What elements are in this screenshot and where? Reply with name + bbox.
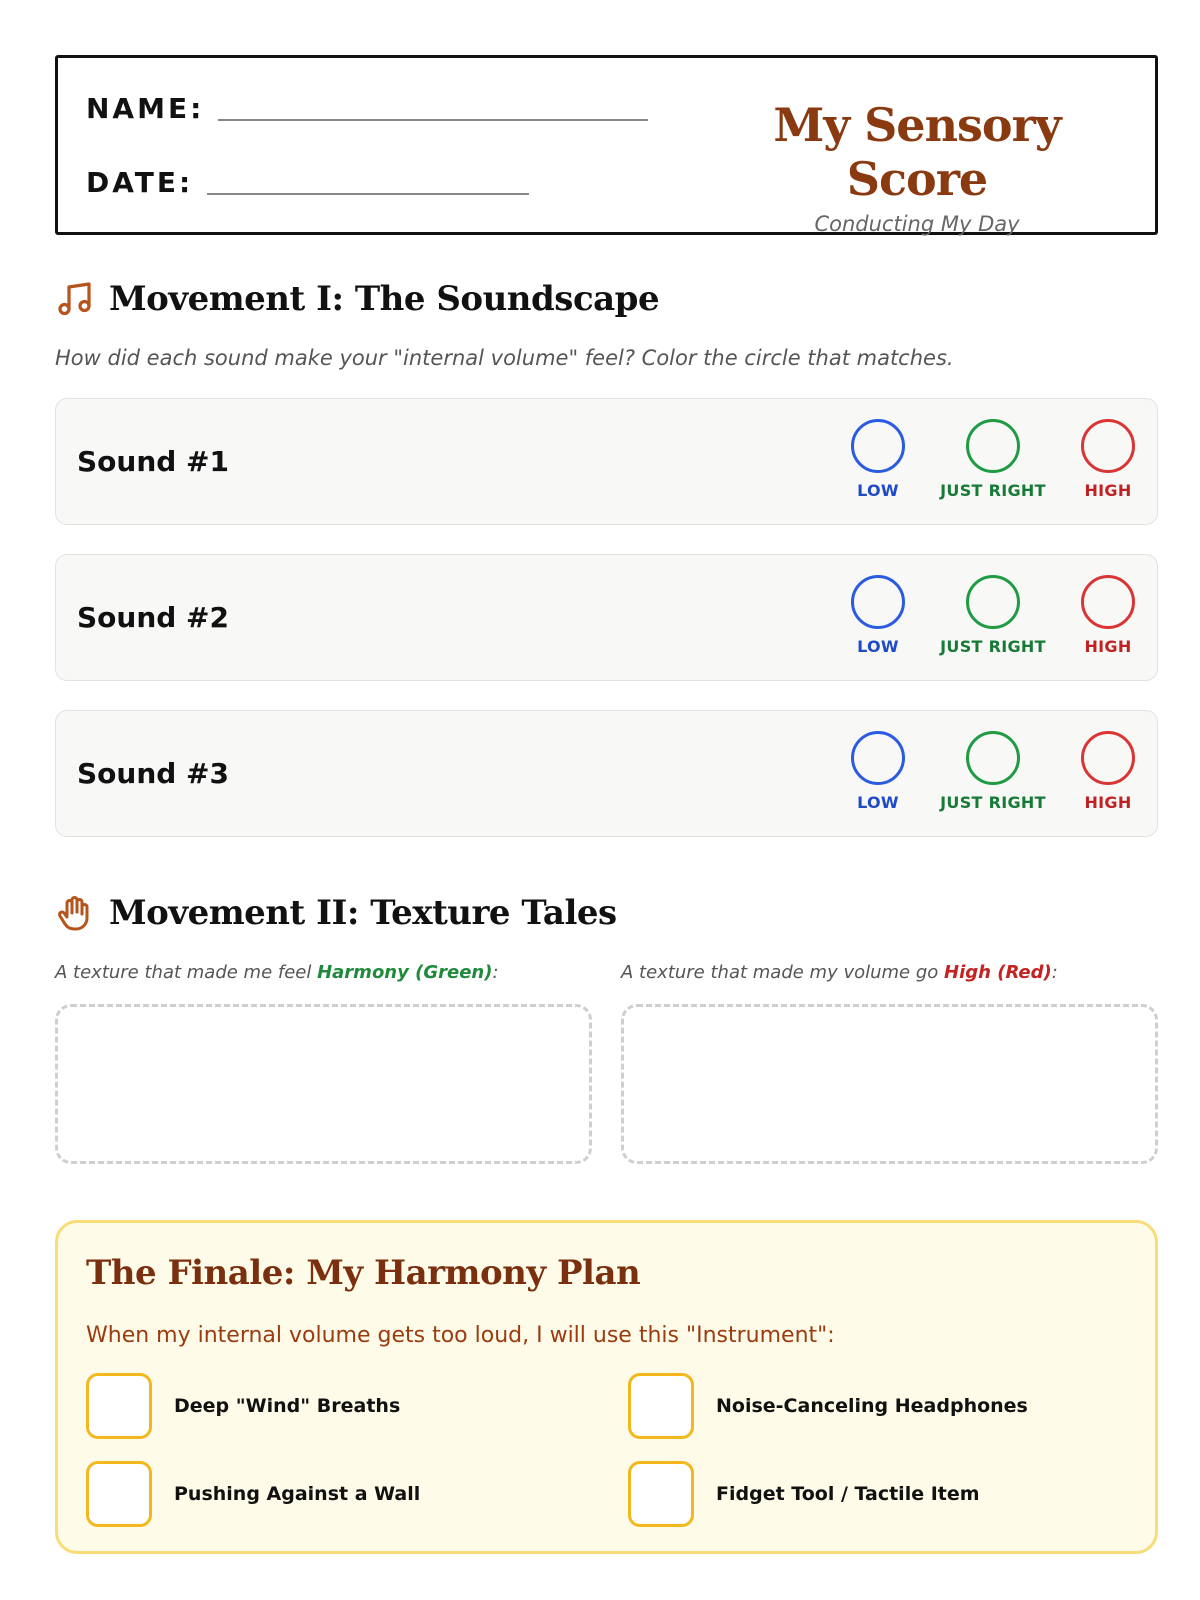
date-label: DATE: — [86, 166, 194, 199]
high-label: HIGH — [1084, 481, 1132, 500]
movement-1-title: Movement I: The Soundscape — [109, 279, 660, 319]
movement-2-heading — [55, 893, 617, 933]
sound-label: Sound #3 — [77, 757, 230, 790]
low-label: LOW — [857, 793, 899, 812]
prompt-text: A texture that made me feel — [55, 962, 318, 983]
hand-icon — [55, 893, 95, 933]
just-right-circle[interactable] — [966, 731, 1020, 785]
choice-just-right[interactable] — [938, 419, 1048, 500]
date-field[interactable] — [86, 166, 529, 199]
page-subtitle: Conducting My Day — [814, 212, 1020, 236]
high-circle[interactable] — [1081, 575, 1135, 629]
high-label: HIGH — [1084, 793, 1132, 812]
finale-prompt: When my internal volume gets too loud, I will use this "Instrument": — [86, 1323, 835, 1348]
just-right-label: JUST RIGHT — [940, 793, 1046, 812]
music-note-icon — [55, 279, 95, 319]
page-title: My Sensory Score — [773, 98, 1061, 206]
name-input-line[interactable] — [218, 119, 648, 121]
sound-row — [55, 710, 1158, 837]
plan-checkbox[interactable] — [628, 1373, 694, 1439]
plan-checkbox[interactable] — [86, 1373, 152, 1439]
choice-low[interactable] — [823, 419, 933, 500]
just-right-circle[interactable] — [966, 575, 1020, 629]
harmony-texture-prompt — [55, 962, 499, 983]
prompt-text: A texture that made my volume go — [621, 962, 945, 983]
choice-just-right[interactable] — [938, 575, 1048, 656]
movement-1-heading — [55, 279, 659, 319]
just-right-circle[interactable] — [966, 419, 1020, 473]
finale-panel — [55, 1220, 1158, 1554]
high-texture-box[interactable] — [621, 1004, 1158, 1164]
plan-option[interactable] — [86, 1373, 400, 1439]
plan-option-label: Fidget Tool / Tactile Item — [716, 1483, 980, 1505]
low-circle[interactable] — [851, 575, 905, 629]
harmony-highlight: Harmony (Green) — [317, 962, 493, 983]
finale-title: The Finale: My Harmony Plan — [86, 1253, 641, 1293]
date-input-line[interactable] — [207, 193, 529, 195]
choice-just-right[interactable] — [938, 731, 1048, 812]
prompt-suffix: : — [1051, 962, 1058, 983]
choice-high[interactable] — [1053, 575, 1163, 656]
sound-label: Sound #1 — [77, 445, 230, 478]
high-circle[interactable] — [1081, 419, 1135, 473]
low-label: LOW — [857, 637, 899, 656]
plan-option-label: Pushing Against a Wall — [174, 1483, 421, 1505]
choice-high[interactable] — [1053, 419, 1163, 500]
plan-option[interactable] — [86, 1461, 420, 1527]
name-label: NAME: — [86, 92, 205, 125]
just-right-label: JUST RIGHT — [940, 481, 1046, 500]
low-circle[interactable] — [851, 419, 905, 473]
low-label: LOW — [857, 481, 899, 500]
sound-row — [55, 398, 1158, 525]
high-circle[interactable] — [1081, 731, 1135, 785]
plan-option-label: Deep "Wind" Breaths — [174, 1395, 401, 1417]
just-right-label: JUST RIGHT — [940, 637, 1046, 656]
high-highlight: High (Red) — [944, 962, 1052, 983]
low-circle[interactable] — [851, 731, 905, 785]
choice-low[interactable] — [823, 731, 933, 812]
movement-2-title: Movement II: Texture Tales — [109, 893, 617, 933]
prompt-suffix: : — [492, 962, 499, 983]
movement-1-instructions: How did each sound make your "internal volume" feel? Color the circle that matches. — [55, 346, 954, 370]
plan-option-label: Noise-Canceling Headphones — [716, 1395, 1028, 1417]
plan-option[interactable] — [628, 1461, 980, 1527]
title-block — [707, 98, 1127, 236]
header-box — [55, 55, 1158, 235]
high-label: HIGH — [1084, 637, 1132, 656]
choice-low[interactable] — [823, 575, 933, 656]
sound-label: Sound #2 — [77, 601, 230, 634]
sound-row — [55, 554, 1158, 681]
plan-checkbox[interactable] — [86, 1461, 152, 1527]
name-field[interactable] — [86, 92, 648, 125]
high-texture-prompt — [621, 962, 1058, 983]
choice-high[interactable] — [1053, 731, 1163, 812]
harmony-texture-box[interactable] — [55, 1004, 592, 1164]
plan-option[interactable] — [628, 1373, 1028, 1439]
plan-checkbox[interactable] — [628, 1461, 694, 1527]
